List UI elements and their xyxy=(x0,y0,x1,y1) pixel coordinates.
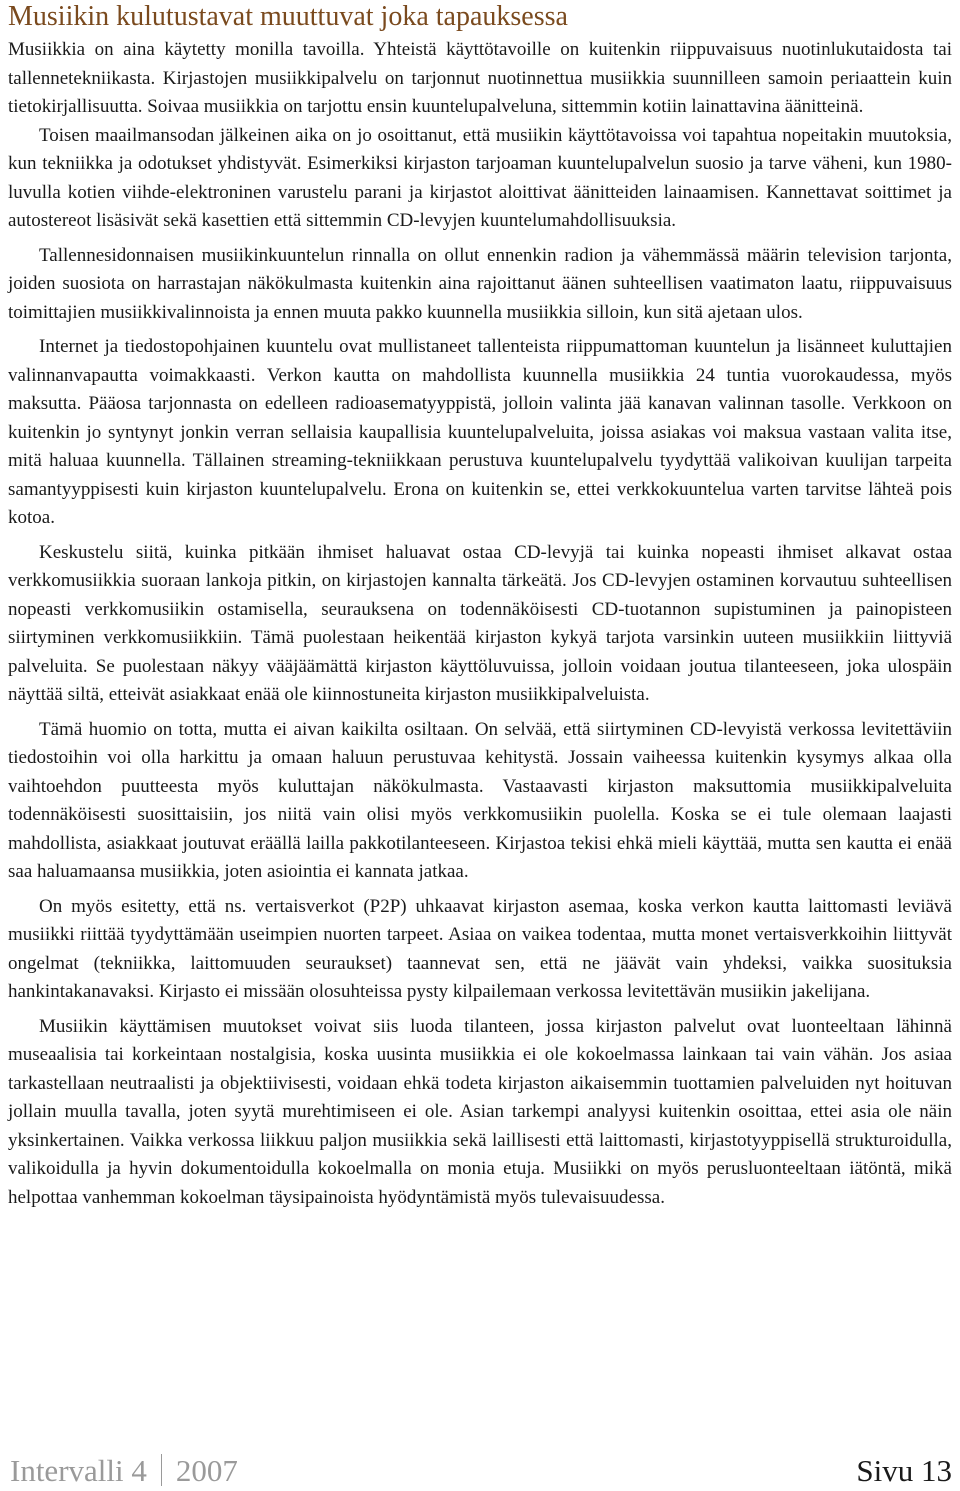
paragraph-5: Keskustelu siitä, kuinka pitkään ihmiset haluavat ostaa CD-levyjä tai kuinka nopeasti ihmiset alkavat ostaa verkkomusiikkia suoraan lankoja pitkin, on kirjastojen kannalta tärkeätä. Jos CD-levyjen ostaminen korvautuu suhteellisen nopeasti verkkomusiikin ostamisella, seurauksena on todennäköisesti CD-tuotannon supistuminen ja painopisteen siirtyminen verkkomusiikkiin. Tämä puolestaan heikentää kirjaston kykyä tarjota varsinkin uuteen musiikkiin liittyviä palveluita. Se puolestaan näkyy vääjäämättä kirjaston käyttöluvuissa, jolloin voidaan joutua tilanteeseen, joka ulospäin näyttää siltä, etteivät asiakkaat enää ole kiinnostuneita kirjaston musiikkipalveluista. xyxy=(8,541,952,705)
paragraph-7: On myös esitetty, että ns. vertaisverkot (P2P) uhkaavat kirjaston asemaa, koska verkon kautta laittomasti leviävä musiikki riittää tyydyttämään useimpien nuorten tarpeet. Asiaa on vaikea todentaa, mutta monet vertaisverkkoihin liittyvät ongelmat (tekniikka, laittomuuden seuraukset) taannevat sen, että ne jäävät vain yhdeksi, vaikka suosituksia hankintakanavaksi. Kirjasto ei missään olosuhteissa pysty kilpailemaan verkossa levitettävän musiikin jakelijana. xyxy=(8,895,952,1002)
paragraph-1: Musiikkia on aina käytetty monilla tavoilla. Yhteistä käyttötavoille on kuitenkin riippuvaisuus nuotinlukutaidosta tai tallennetekniikasta. Kirjastojen musiikkipalvelu on tarjonnut nuotinnettua musiikkia suunnilleen samoin periaattein kuin tietokirjallisuutta. Soivaa musiikkia on tarjottu ensin kuuntelupalveluna, sittemmin kotiin lainattavina äänitteinä. xyxy=(8,39,952,117)
article-body xyxy=(8,36,952,1212)
page-number: Sivu 13 xyxy=(856,1453,952,1488)
paragraph-4: Internet ja tiedostopohjainen kuuntelu ovat mullistaneet tallenteista riippumattoman kuuntelun ja lisänneet kuluttajien valinnanvapautta voimakkaasti. Verkon kautta on mahdollista kuunnella musiikkia 24 tuntia vuorokaudessa, myös maksutta. Pääosa tarjonnasta on edelleen radioasematyyppistä, jolloin valinta jää kanavan valinnan tasolle. Verkkoon on kuitenkin jo syntynyt jonkin verran sellaisia kaupallisia kuuntelupalveluita, joissa asiakas voi maksua vastaan valita itse, mitä haluaa kuunnella. Tällainen streaming-tekniikkaan perustuva kuuntelupalvelu tyydyttää valikoivan kuulijan tarpeita samantyyppisesti kuin kirjaston kuuntelupalvelu. Erona on kuitenkin se, ettei verkkokuuntelua varten tarvitse lähteä pois kotoa. xyxy=(8,336,952,528)
publication-name: Intervalli 4 xyxy=(10,1453,147,1488)
footer-divider xyxy=(161,1454,162,1486)
footer-publication xyxy=(10,1453,238,1489)
article-title: Musiikin kulutustavat muuttuvat joka tapauksessa xyxy=(8,1,568,32)
paragraph-6: Tämä huomio on totta, mutta ei aivan kaikilta osiltaan. On selvää, että siirtyminen CD-levyistä verkossa levitettäviin tiedostoihin voi olla harkittu ja omaan haluun perustuvaa kehitystä. Jossain vaiheessa kuitenkin kysymys alkaa olla vaihtoehdon puutteesta myös kuluttajan näkökulmasta. Vastaavasti kirjaston maksuttomia musiikkipalveluita todennäköisesti suosittaisiin, jos niitä vain olisi myös verkkomusiikin puolella. Koska se ei tule olemaan laajasti mahdollista, asiakkaat joutuvat eräällä lailla pakkotilanteeseen. Kirjastoa tekisi ehkä mieli käyttää, mutta sen kautta ei enää saa haluamaansa musiikkia, joten asiointia ei kannata jatkaa. xyxy=(8,718,952,882)
publication-year: 2007 xyxy=(175,1453,238,1488)
paragraph-2: Toisen maailmansodan jälkeinen aika on jo osoittanut, että musiikin käyttötavoissa voi tapahtua nopeitakin muutoksia, kun tekniikka ja odotukset yhdistyvät. Esimerkiksi kirjaston tarjoaman kuuntelupalvelun suosio ja tarve väheni, kun 1980-luvulla kotien viihde-elektroninen varustelu parani ja kirjastot aloittivat äänitteiden lainaamisen. Kannettavat soittimet ja autostereot lisäsivät sekä kasettien että sittemmin CD-levyjen kuuntelumahdollisuuksia. xyxy=(8,124,952,231)
paragraph-3: Tallennesidonnaisen musiikinkuuntelun rinnalla on ollut ennenkin radion ja vähemmässä määrin television tarjonta, joiden suosiota on harrastajan näkökulmasta kuitenkin aina rajoittanut äänen suhteellisen vaatimaton laatu, riippuvaisuus toimittajien musiikkivalinnoista ja ennen muuta pakko kuunnella musiikkia silloin, kun sitä ajetaan ulos. xyxy=(8,244,952,323)
paragraph-8: Musiikin käyttämisen muutokset voivat siis luoda tilanteen, jossa kirjaston palvelut ovat luonteeltaan lähinnä museaalisia tai korkeintaan nostalgisia, koska uusinta musiikkia ei ole kokoelmassa lainkaan tai vain vähän. Jos asiaa tarkastellaan neutraalisti ja objektiivisesti, voidaan ehkä todeta kirjaston aikaisemmin tuottamien palveluiden nyt hoituvan jollain muulla tavalla, joten syytä murehtimiseen ei ole. Asian tarkempi analyysi kuitenkin osoittaa, ettei asia ole näin yksinkertainen. Vaikka verkossa liikkuu paljon musiikkia sekä laillisesti että laittomasti, kirjastotyyppisellä strukturoidulla, valikoidulla ja hyvin dokumentoidulla kokoelmalla on monia etuja. Musiikki on myös perusluonteeltaan iätöntä, mikä helpottaa vanhemman kokoelman täysipainoista hyödyntämistä myös tulevaisuudessa. xyxy=(8,1015,952,1208)
